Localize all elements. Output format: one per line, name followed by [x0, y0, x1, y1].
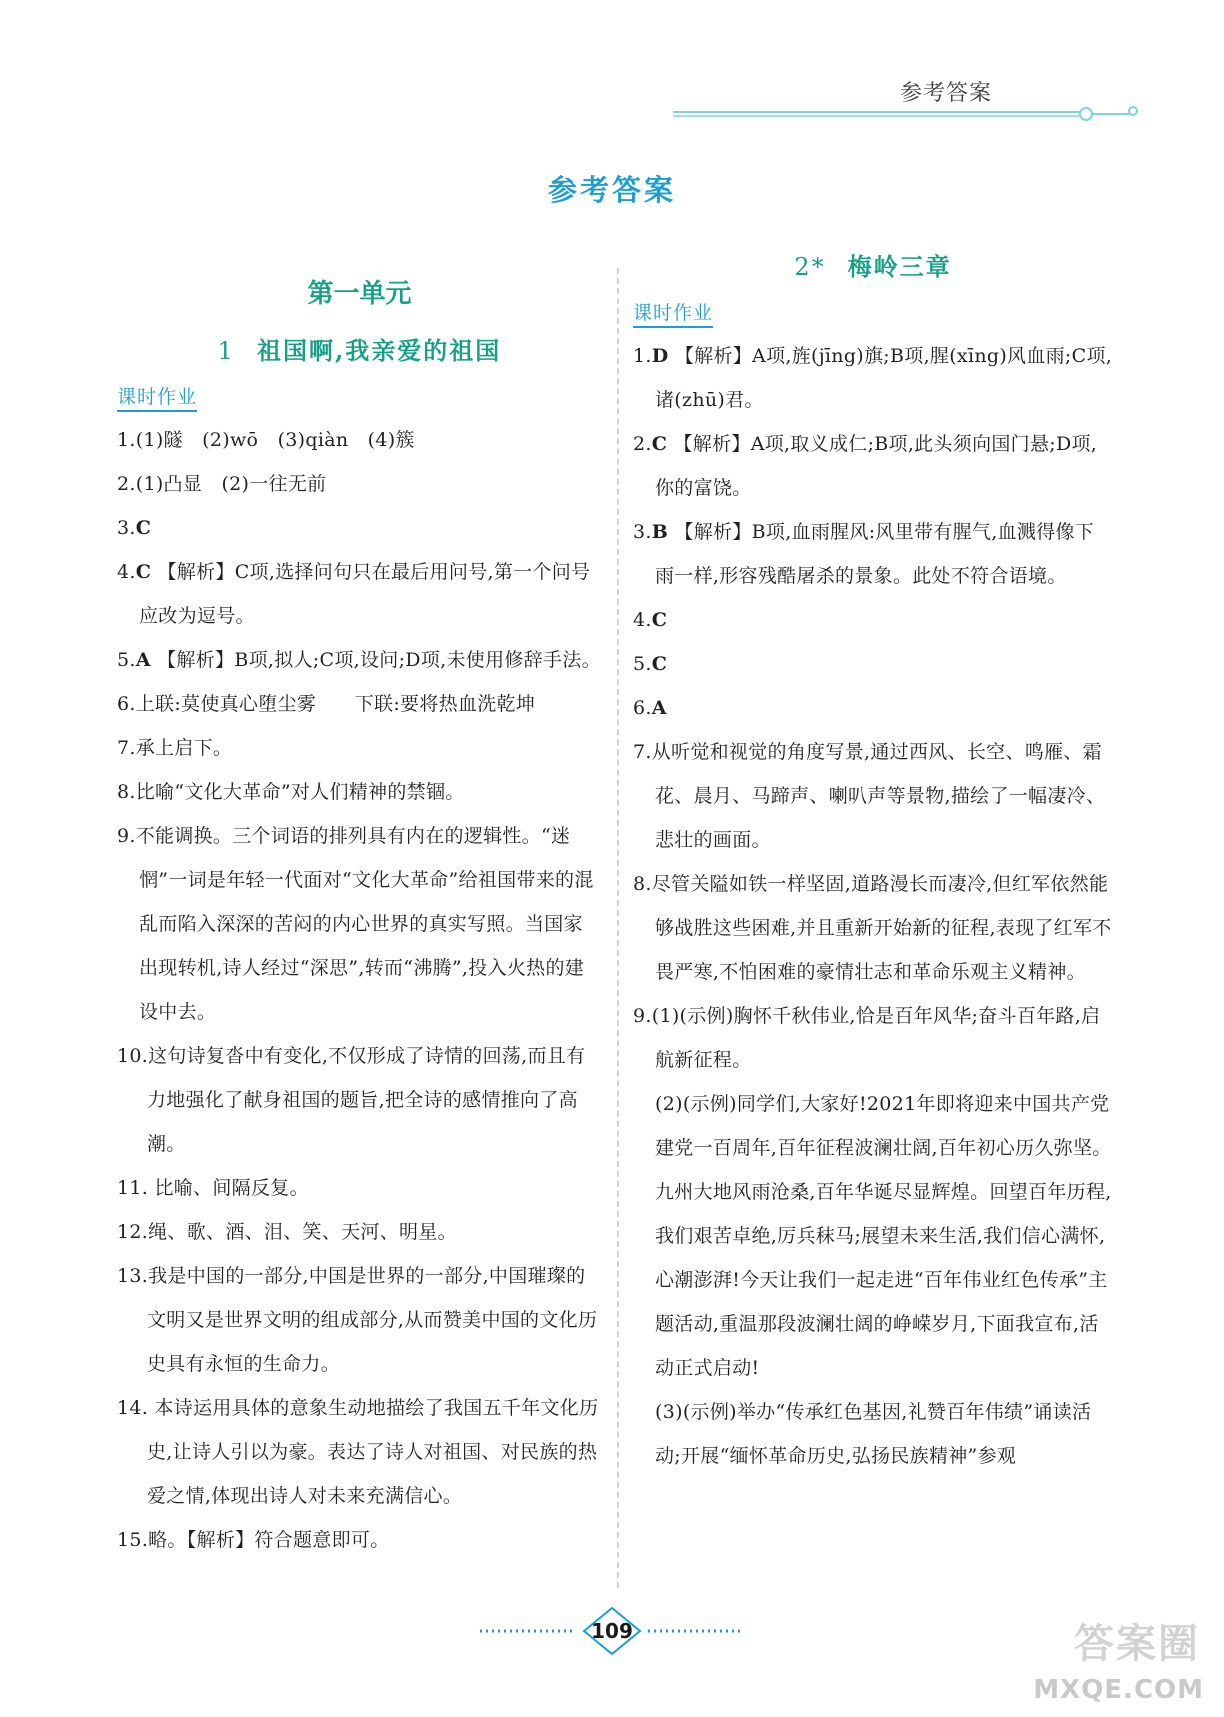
- answer-number: 5.: [117, 649, 136, 671]
- answer-number: 9.: [117, 825, 136, 847]
- answer-number: 1.: [117, 429, 136, 451]
- answer-item: [633, 334, 1113, 422]
- answer-item: [633, 862, 1113, 994]
- answer-text: (1)(示例)胸怀千秋伟业,恰是百年风华;奋斗百年路,启航新征程。: [651, 1005, 1101, 1071]
- page-number: 109: [591, 1619, 633, 1643]
- answer-text: 【解析】C项,选择问句只在最后用问号,第一个问号应改为逗号。: [139, 561, 591, 627]
- watermark-site-text: MXQE.COM: [1033, 1675, 1204, 1705]
- right-column: [633, 252, 1113, 1478]
- lesson-title: [633, 244, 1113, 290]
- page-title: 参考答案: [547, 173, 676, 207]
- lesson-title: [117, 328, 602, 374]
- answer-item: [117, 462, 602, 506]
- answer-text: (1)凸显 (2)一往无前: [135, 473, 327, 495]
- header-rule: [0, 0, 1224, 130]
- answer-text: 略。【解析】符合题意即可。: [148, 1529, 390, 1551]
- answer-key: B: [651, 521, 669, 543]
- answer-item: [117, 506, 602, 550]
- answer-item: [117, 550, 602, 638]
- answer-item: [117, 638, 602, 682]
- answer-key: C: [651, 653, 668, 675]
- answer-item: [117, 682, 602, 726]
- answer-number: 1.: [633, 345, 652, 367]
- answer-text: 【解析】A项,旌(jīng)旗;B项,腥(xīng)风血雨;C项,诸(zhū)君。: [655, 345, 1113, 411]
- answer-number: 9.: [633, 1005, 652, 1027]
- answer-text: 【解析】A项,取义成仁;B项,此头须向国门悬;D项,你的富饶。: [655, 433, 1098, 499]
- section-tag: 课时作业: [633, 298, 713, 328]
- answer-list: [117, 418, 602, 1562]
- answer-item: [117, 1254, 602, 1386]
- running-header-title: 参考答案: [899, 81, 992, 106]
- answer-item: [117, 726, 602, 770]
- answer-text: 上联:莫使真心堕尘雾 下联:要将热血洗乾坤: [135, 693, 536, 715]
- answer-list: [633, 334, 1113, 1082]
- lesson-number: 2*: [794, 253, 826, 281]
- answer-number: 2.: [117, 473, 136, 495]
- answer-key: D: [651, 345, 669, 367]
- answer-key: A: [135, 649, 151, 671]
- answer-text: 【解析】B项,血雨腥风:风里带有腥气,血溅得像下雨一样,形容残酷屠杀的景象。此处不符合语境。: [655, 521, 1095, 587]
- answer-number: 11.: [117, 1177, 149, 1199]
- answer-text: 绳、歌、酒、泪、笑、天河、明星。: [148, 1221, 457, 1243]
- answer-item: [117, 1518, 602, 1562]
- answer-number: 7.: [117, 737, 136, 759]
- answer-text: 【解析】B项,拟人;C项,设问;D项,未使用修辞手法。: [150, 649, 601, 671]
- answer-item: [117, 1386, 602, 1518]
- answer-number: 4.: [633, 609, 652, 631]
- answer-number: 13.: [117, 1265, 149, 1287]
- answer-item: [633, 422, 1113, 510]
- answer-key: A: [651, 697, 667, 719]
- answer-number: 6.: [633, 697, 652, 719]
- answer-text: 尽管关隘如铁一样坚固,道路漫长而凄冷,但红军依然能够战胜这些困难,并且重新开始新的征程,表现了红军不畏严寒,不怕困难的豪情壮志和革命乐观主义精神。: [651, 873, 1112, 983]
- left-column: [117, 258, 602, 1562]
- answer-number: 15.: [117, 1529, 149, 1551]
- answer-number: 12.: [117, 1221, 149, 1243]
- answer-text: 承上启下。: [135, 737, 233, 759]
- sub-answer-item: (3)(示例)举办“传承红色基因,礼赞百年伟绩”诵读活动;开展“缅怀革命历史,弘扬民族精神”参观: [655, 1401, 1092, 1467]
- watermark-logo-text: 答案圈: [1074, 1621, 1200, 1667]
- answer-number: 6.: [117, 693, 136, 715]
- answer-item: [633, 598, 1113, 642]
- answer-key: C: [135, 561, 152, 583]
- answer-item: [633, 730, 1113, 862]
- lesson-name: 梅岭三章: [847, 252, 952, 281]
- answer-number: 5.: [633, 653, 652, 675]
- answer-text: 这句诗复沓中有变化,不仅形成了诗情的回荡,而且有力地强化了献身祖国的题旨,把全诗的感情推向了高潮。: [147, 1045, 586, 1155]
- answer-number: 2.: [633, 433, 652, 455]
- answer-item: [117, 1166, 602, 1210]
- answer-item: [633, 510, 1113, 598]
- answer-number: 4.: [117, 561, 136, 583]
- answer-text: 本诗运用具体的意象生动地描绘了我国五千年文化历史,让诗人引以为豪。表达了诗人对祖国、对民族的热爱之情,体现出诗人对未来充满信心。: [147, 1397, 599, 1507]
- answer-item: [117, 418, 602, 462]
- answer-text: 从听觉和视觉的角度写景,通过西风、长空、鸣雁、霜花、晨月、马蹄声、喇叭声等景物,描绘了一幅凄冷、悲壮的画面。: [651, 741, 1106, 851]
- answer-text: 比喻、间隔反复。: [148, 1177, 309, 1199]
- answer-item: [117, 814, 602, 1034]
- answer-item: [117, 770, 602, 814]
- answer-item: [633, 642, 1113, 686]
- column-divider: [617, 268, 619, 1588]
- answer-number: 7.: [633, 741, 652, 763]
- answer-key: C: [651, 609, 668, 631]
- answer-text: 我是中国的一部分,中国是世界的一部分,中国璀璨的文明又是世界文明的组成部分,从而赞美中国的文化历史具有永恒的生命力。: [147, 1265, 598, 1375]
- answer-text: 不能调换。三个词语的排列具有内在的逻辑性。“迷惘”一词是年轻一代面对“文化大革命”给祖国带来的混乱而陷入深深的苦闷的内心世界的真实写照。当国家出现转机,诗人经过“深思”,转而“沸腾”,投入火热的建设中去。: [135, 825, 594, 1023]
- lesson-number: 1: [217, 337, 235, 365]
- watermark-logo: [1028, 1603, 1218, 1713]
- answer-number: 14.: [117, 1397, 149, 1419]
- answer-text: (1)隧 (2)wō (3)qiàn (4)簇: [135, 429, 415, 451]
- sub-answer-list: [633, 1082, 1113, 1478]
- sub-answer-item: (2)(示例)同学们,大家好!2021年即将迎来中国共产党建党一百周年,百年征程波澜壮阔,百年初心历久弥坚。九州大地风雨沧桑,百年华诞尽显辉煌。回望百年历程,我们艰苦卓绝,厉兵秣马;展望未来生活,我们信心满怀,心潮澎湃!今天让我们一起走进“百年伟业红色传承”主题活动,重温那段波澜壮阔的峥嵘岁月,下面我宣布,活动正式启动!: [655, 1093, 1112, 1379]
- answer-key: C: [651, 433, 668, 455]
- answer-number: 3.: [117, 517, 136, 539]
- answer-item: [633, 994, 1113, 1082]
- answer-number: 8.: [117, 781, 136, 803]
- answer-number: 8.: [633, 873, 652, 895]
- lesson-name: 祖国啊,我亲爱的祖国: [256, 336, 502, 365]
- answer-text: 比喻“文化大革命”对人们精神的禁锢。: [135, 781, 465, 803]
- answer-key: C: [135, 517, 152, 539]
- answer-item: [117, 1210, 602, 1254]
- answer-number: 10.: [117, 1045, 149, 1067]
- answer-number: 3.: [633, 521, 652, 543]
- answer-item: [633, 686, 1113, 730]
- unit-title: 第一单元: [307, 279, 412, 309]
- answer-item: [117, 1034, 602, 1166]
- section-tag: 课时作业: [117, 382, 197, 412]
